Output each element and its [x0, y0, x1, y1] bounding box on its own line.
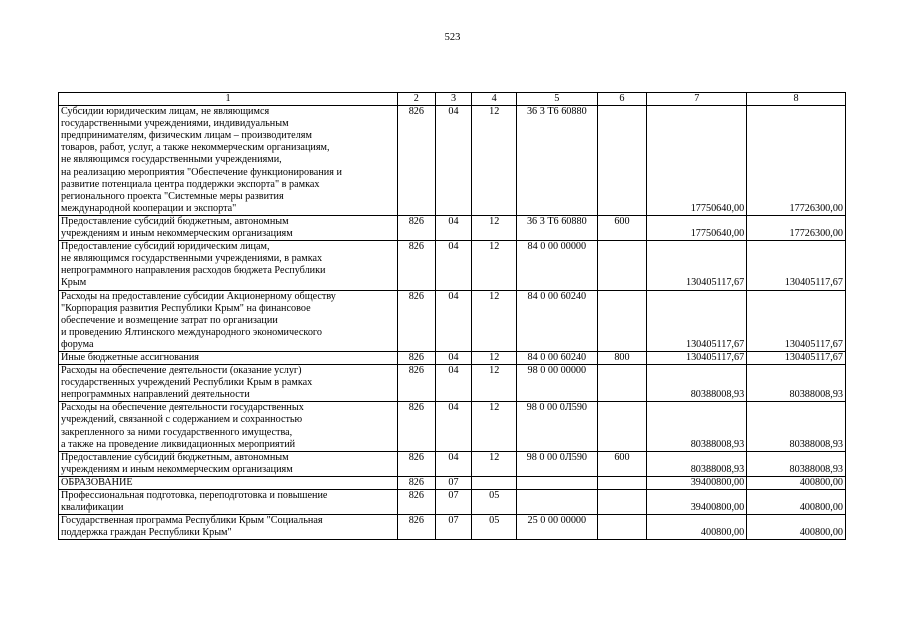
subsection-cell: 12 — [472, 290, 517, 351]
header-row — [59, 93, 846, 106]
col-header: 8 — [747, 93, 846, 106]
section-cell: 04 — [435, 451, 472, 476]
col-header: 1 — [59, 93, 398, 106]
amount-1-cell: 80388008,93 — [647, 451, 747, 476]
subsection-cell: 12 — [472, 241, 517, 290]
amount-1-cell: 17750640,00 — [647, 106, 747, 216]
row-name-cell: ОБРАЗОВАНИЕ — [59, 476, 398, 489]
target-article-cell: 36 3 Т6 60880 — [517, 215, 597, 240]
gr-cell: 826 — [398, 351, 436, 364]
expense-type-cell — [597, 365, 647, 402]
table-row — [59, 365, 846, 402]
expense-type-cell: 800 — [597, 351, 647, 364]
page-number: 523 — [444, 32, 461, 43]
table-row — [59, 490, 846, 515]
target-article-cell: 84 0 00 60240 — [517, 290, 597, 351]
row-name-cell: Предоставление субсидий юридическим лицам, не являющимся государственными учреждениями, в рамках непрограммного направления расходов бюджета Республики Крым — [59, 241, 398, 290]
table-row — [59, 515, 846, 540]
amount-2-cell: 80388008,93 — [747, 365, 846, 402]
amount-2-cell: 17726300,00 — [747, 106, 846, 216]
row-name-cell: Государственная программа Республики Крым "Социальная поддержка граждан Республики Крым" — [59, 515, 398, 540]
target-article-cell: 25 0 00 00000 — [517, 515, 597, 540]
section-cell: 04 — [435, 351, 472, 364]
amount-1-cell: 130405117,67 — [647, 290, 747, 351]
col-header: 3 — [435, 93, 472, 106]
subsection-cell: 12 — [472, 365, 517, 402]
target-article-cell: 98 0 00 00000 — [517, 365, 597, 402]
expense-type-cell — [597, 241, 647, 290]
table-row — [59, 351, 846, 364]
target-article-cell: 98 0 00 0Л590 — [517, 402, 597, 451]
row-name-cell: Субсидии юридическим лицам, не являющимся государственными учреждениями, индивидуальным предпринимателям, физическим лицам – производителям товаров, работ, услуг, а также некоммерческим организациям, не являющимся государственными учреждениями, на реализацию мероприятия "Обеспечение функционирования и развитие потенциала центра поддержки экспорта" в рамках регионального проекта "Системные меры развития международной кооперации и экспорта" — [59, 106, 398, 216]
target-article-cell — [517, 476, 597, 489]
table-row — [59, 215, 846, 240]
target-article-cell: 84 0 00 60240 — [517, 351, 597, 364]
subsection-cell: 12 — [472, 451, 517, 476]
subsection-cell: 12 — [472, 402, 517, 451]
table-row — [59, 476, 846, 489]
gr-cell: 826 — [398, 476, 436, 489]
target-article-cell — [517, 490, 597, 515]
section-cell: 04 — [435, 106, 472, 216]
gr-cell: 826 — [398, 402, 436, 451]
amount-2-cell: 80388008,93 — [747, 402, 846, 451]
amount-2-cell: 400800,00 — [747, 515, 846, 540]
amount-1-cell: 39400800,00 — [647, 476, 747, 489]
gr-cell: 826 — [398, 215, 436, 240]
row-name-cell: Предоставление субсидий бюджетным, автономным учреждениям и иным некоммерческим организациям — [59, 215, 398, 240]
amount-2-cell: 17726300,00 — [747, 215, 846, 240]
subsection-cell — [472, 476, 517, 489]
expense-type-cell: 600 — [597, 215, 647, 240]
amount-1-cell: 400800,00 — [647, 515, 747, 540]
col-header: 4 — [472, 93, 517, 106]
table-row — [59, 241, 846, 290]
section-cell: 04 — [435, 402, 472, 451]
amount-1-cell: 80388008,93 — [647, 365, 747, 402]
target-article-cell: 84 0 00 00000 — [517, 241, 597, 290]
section-cell: 07 — [435, 476, 472, 489]
row-name-cell: Профессиональная подготовка, переподготовка и повышение квалификации — [59, 490, 398, 515]
gr-cell: 826 — [398, 515, 436, 540]
target-article-cell: 98 0 00 0Л590 — [517, 451, 597, 476]
amount-2-cell: 400800,00 — [747, 476, 846, 489]
row-name-cell: Расходы на обеспечение деятельности государственных учреждений, связанной с содержанием и сохранностью закрепленного за ними государственного имущества, а также на проведение ликвидационных мероприятий — [59, 402, 398, 451]
col-header: 7 — [647, 93, 747, 106]
section-cell: 04 — [435, 241, 472, 290]
section-cell: 07 — [435, 490, 472, 515]
amount-2-cell: 400800,00 — [747, 490, 846, 515]
expense-type-cell — [597, 402, 647, 451]
gr-cell: 826 — [398, 365, 436, 402]
row-name-cell: Расходы на предоставление субсидии Акционерному обществу "Корпорация развития Республики Крым" на финансовое обеспечение и возмещение затрат по организации и проведению Ялтинского международного экономического форума — [59, 290, 398, 351]
section-cell: 04 — [435, 290, 472, 351]
expense-type-cell — [597, 106, 647, 216]
expense-type-cell — [597, 290, 647, 351]
amount-1-cell: 39400800,00 — [647, 490, 747, 515]
gr-cell: 826 — [398, 451, 436, 476]
expense-type-cell: 600 — [597, 451, 647, 476]
amount-1-cell: 130405117,67 — [647, 351, 747, 364]
amount-1-cell: 17750640,00 — [647, 215, 747, 240]
expense-type-cell — [597, 476, 647, 489]
amount-1-cell: 80388008,93 — [647, 402, 747, 451]
subsection-cell: 05 — [472, 515, 517, 540]
gr-cell: 826 — [398, 490, 436, 515]
col-header: 6 — [597, 93, 647, 106]
amount-2-cell: 130405117,67 — [747, 241, 846, 290]
section-cell: 04 — [435, 215, 472, 240]
subsection-cell: 12 — [472, 351, 517, 364]
row-name-cell: Иные бюджетные ассигнования — [59, 351, 398, 364]
amount-1-cell: 130405117,67 — [647, 241, 747, 290]
table-row — [59, 402, 846, 451]
table-row — [59, 290, 846, 351]
gr-cell: 826 — [398, 241, 436, 290]
col-header: 2 — [398, 93, 436, 106]
row-name-cell: Расходы на обеспечение деятельности (оказание услуг) государственных учреждений Республики Крым в рамках непрограммных направлений деятельности — [59, 365, 398, 402]
subsection-cell: 12 — [472, 215, 517, 240]
expense-type-cell — [597, 515, 647, 540]
amount-2-cell: 130405117,67 — [747, 290, 846, 351]
amount-2-cell: 130405117,67 — [747, 351, 846, 364]
col-header: 5 — [517, 93, 597, 106]
amount-2-cell: 80388008,93 — [747, 451, 846, 476]
section-cell: 07 — [435, 515, 472, 540]
subsection-cell: 05 — [472, 490, 517, 515]
expense-type-cell — [597, 490, 647, 515]
section-cell: 04 — [435, 365, 472, 402]
table-row — [59, 451, 846, 476]
budget-table — [58, 92, 846, 540]
table-row — [59, 106, 846, 216]
gr-cell: 826 — [398, 290, 436, 351]
target-article-cell: 36 3 Т6 60880 — [517, 106, 597, 216]
gr-cell: 826 — [398, 106, 436, 216]
row-name-cell: Предоставление субсидий бюджетным, автономным учреждениям и иным некоммерческим организациям — [59, 451, 398, 476]
subsection-cell: 12 — [472, 106, 517, 216]
